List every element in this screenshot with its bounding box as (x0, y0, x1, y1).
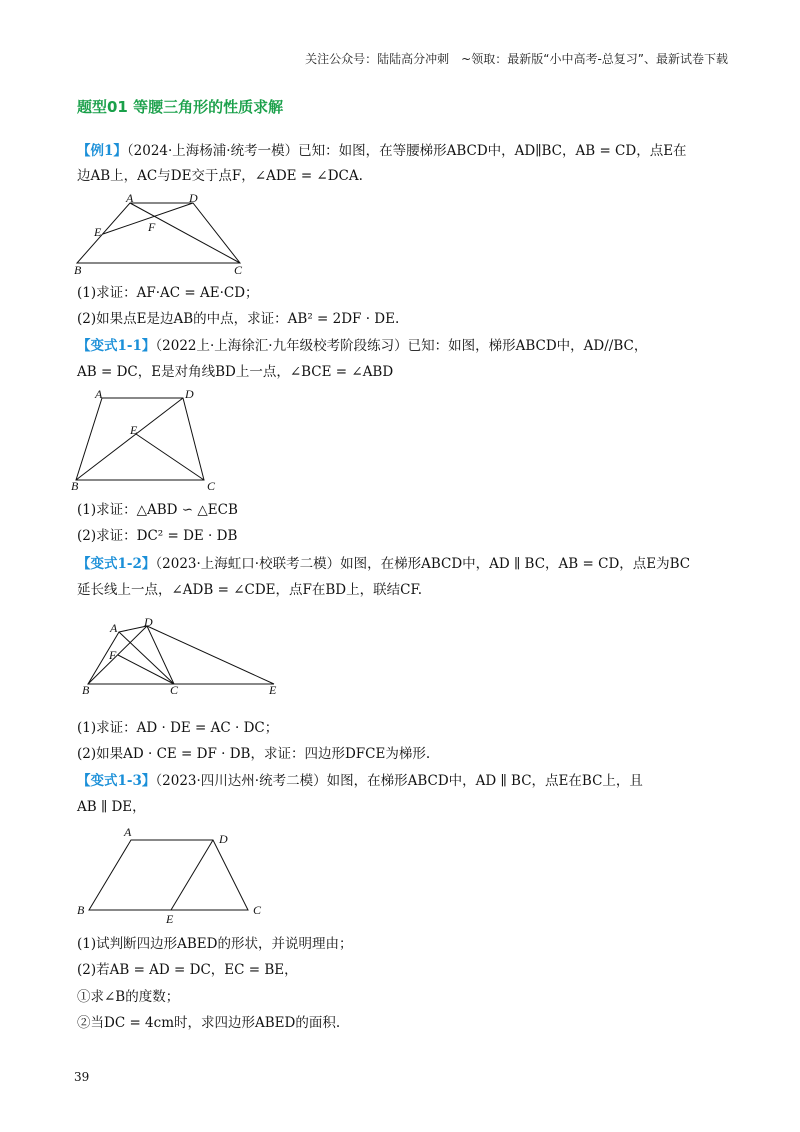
label-d-v12: D (144, 616, 153, 629)
v12-text1: （2023·上海虹口·校联考二模）如图，在梯形ABCD中，AD ∥ BC，AB = CD，点E为BC (155, 556, 691, 572)
v13-q1: (1)试判断四边形ABED的形状，并说明理由； (77, 936, 353, 952)
v13-line2: AB ∥ DE， (77, 799, 146, 815)
v11-tag: 【变式1-1】 (77, 338, 156, 354)
label-b-v12: B (82, 683, 90, 696)
ex1-line1 (77, 141, 687, 161)
figure-v11 (70, 387, 230, 492)
label-b-v11: B (71, 479, 79, 492)
page-header: 关注公众号：陆陆高分冲刺 ~领取：最新版“小中高考-总复习”、最新试卷下载 (305, 52, 728, 66)
v11-q2: (2)求证：DC² = DE · DB (77, 528, 238, 544)
trapezoid-abcd-v11 (76, 398, 204, 480)
v13-q4: ②当DC = 4cm时，求四边形ABED的面积. (77, 1015, 341, 1031)
label-e-v11: E (130, 423, 138, 437)
trapezoid-abcd (77, 203, 240, 263)
label-f-v12: F (109, 648, 117, 662)
v12-q1: (1)求证：AD · DE = AC · DC； (77, 720, 279, 736)
label-c: C (234, 263, 243, 276)
label-c-v12: C (170, 683, 179, 696)
v13-q2: (2)若AB = AD = DC，EC = BE， (77, 962, 298, 978)
section-title: 题型01 等腰三角形的性质求解 (77, 98, 284, 116)
ex1-text1: （2024·上海杨浦·统考一模）已知：如图，在等腰梯形ABCD中，AD∥BC，AB = CD，点E在 (126, 143, 687, 159)
label-c-v13: C (253, 903, 262, 917)
figure-v12 (78, 616, 288, 696)
label-a-v11: A (95, 387, 103, 401)
trapezoid-abcd-v13 (89, 840, 248, 910)
v12-line1 (77, 554, 690, 574)
segment-de-v12 (147, 626, 274, 684)
v12-line2: 延长线上一点，∠ADB = ∠CDE，点F在BD上，联结CF. (77, 582, 423, 598)
label-a-v13: A (124, 825, 132, 839)
segment-cf (118, 655, 174, 684)
label-b: B (74, 263, 82, 276)
label-e: E (94, 225, 102, 239)
v11-line1 (77, 336, 647, 356)
label-b-v13: B (77, 903, 85, 917)
ex1-line2: 边AB上，AC与DE交于点F，∠ADE = ∠DCA. (77, 168, 363, 184)
label-a: A (126, 191, 134, 205)
label-c-v11: C (207, 479, 216, 492)
page-number: 39 (74, 1070, 90, 1084)
v11-line2: AB = DC，E是对角线BD上一点，∠BCE = ∠ABD (77, 364, 394, 380)
trapezoid-abcd-v12 (88, 626, 174, 684)
label-d-v13: D (219, 832, 228, 846)
diagonal-ac-v12 (119, 632, 174, 684)
v13-q3: ①求∠B的度数； (77, 989, 180, 1005)
v12-q2: (2)如果AD · CE = DF · DB，求证：四边形DFCE为梯形. (77, 746, 431, 762)
label-e-v13: E (166, 912, 174, 925)
figure-v13 (72, 825, 272, 925)
v13-tag: 【变式1-3】 (77, 773, 156, 789)
v11-text1: （2022上·上海徐汇·九年级校考阶段练习）已知：如图，梯形ABCD中，AD//BC， (155, 338, 648, 354)
label-f: F (148, 220, 156, 234)
v11-q1: (1)求证：△ABD ∽ △ECB (77, 502, 238, 518)
v12-tag: 【变式1-2】 (77, 556, 156, 572)
diagonal-bd (76, 398, 183, 480)
label-e-v12: E (269, 683, 277, 696)
label-a-v12: A (110, 621, 118, 635)
ex1-tag: 【例1】 (77, 143, 127, 159)
label-d-v11: D (185, 387, 194, 401)
v13-text1: （2023·四川达州·统考二模）如图，在梯形ABCD中，AD ∥ BC，点E在BC上，且 (155, 773, 643, 789)
ex1-q2: (2)如果点E是边AB的中点，求证：AB² = 2DF · DE. (77, 311, 400, 327)
diagonal-ac (130, 203, 240, 263)
ex1-q1: (1)求证：AF·AC = AE·CD； (77, 285, 259, 301)
figure-ex1 (70, 190, 260, 276)
segment-de-v13 (171, 840, 213, 910)
v13-line1 (77, 771, 643, 791)
label-d: D (189, 191, 198, 205)
